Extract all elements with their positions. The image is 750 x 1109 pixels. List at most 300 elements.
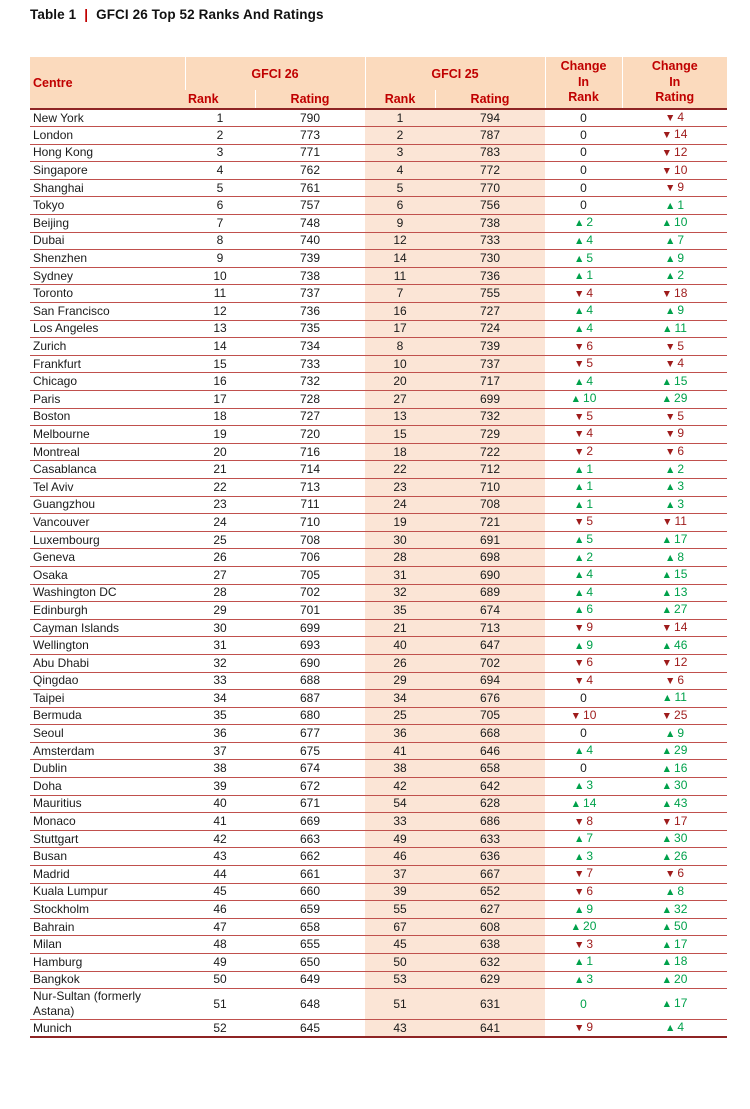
change-in-rank-cell — [545, 989, 622, 1020]
table-row — [30, 830, 727, 848]
down-arrow-icon: ▼ — [573, 622, 585, 635]
up-arrow-icon: ▲ — [573, 956, 585, 969]
centre-name-cell: Hong Kong — [30, 144, 185, 162]
change-in-rank-cell — [545, 936, 622, 954]
gfci26-rank-cell: 1 — [185, 109, 255, 127]
change-in-rank-line3: Rank — [568, 90, 599, 105]
table-header — [30, 57, 727, 109]
gfci26-rating-cell: 737 — [255, 285, 365, 303]
change-in-rank-cell — [545, 531, 622, 549]
gfci25-rating-cell: 674 — [435, 602, 545, 620]
change-in-rank-cell — [545, 971, 622, 989]
change-in-rating-cell — [622, 883, 727, 901]
down-arrow-icon: ▼ — [573, 446, 585, 459]
table-row — [30, 250, 727, 268]
change-in-rank-cell — [545, 584, 622, 602]
change-in-rating-value: 46 — [674, 637, 688, 652]
change-in-rating-cell — [622, 707, 727, 725]
centre-name-cell: Mauritius — [30, 795, 185, 813]
change-in-rating-value: 2 — [677, 268, 685, 283]
change-in-rank-cell — [545, 320, 622, 338]
gfci26-rank-cell: 51 — [185, 989, 255, 1020]
change-in-rating-cell — [622, 355, 727, 373]
gfci26-rating-cell: 661 — [255, 866, 365, 884]
column-header-change-in-rating — [622, 57, 727, 109]
gfci25-rank-cell: 53 — [365, 971, 435, 989]
down-arrow-icon: ▼ — [664, 428, 676, 441]
table-row — [30, 285, 727, 303]
change-in-rating-cell — [622, 514, 727, 532]
change-in-rank-value: 4 — [586, 584, 594, 599]
table-row — [30, 918, 727, 936]
change-in-rank-cell — [545, 901, 622, 919]
gfci26-rating-cell: 733 — [255, 355, 365, 373]
change-in-rating-value: 1 — [677, 197, 685, 212]
gfci25-rank-cell: 29 — [365, 672, 435, 690]
change-in-rank-cell — [545, 250, 622, 268]
up-arrow-icon: ▲ — [573, 252, 585, 265]
table-row — [30, 637, 727, 655]
change-in-rank-value: 4 — [586, 320, 594, 335]
change-in-rank-cell — [545, 654, 622, 672]
gfci26-rating-cell: 672 — [255, 778, 365, 796]
centre-name-cell: Sydney — [30, 267, 185, 285]
centre-name-cell: Monaco — [30, 813, 185, 831]
gfci26-rank-cell: 38 — [185, 760, 255, 778]
change-in-rank-value: 3 — [586, 778, 594, 793]
change-in-rating-cell — [622, 742, 727, 760]
gfci25-rank-cell: 11 — [365, 267, 435, 285]
gfci25-rating-cell: 730 — [435, 250, 545, 268]
change-in-rating-value: 20 — [674, 971, 688, 986]
change-in-rank-cell — [545, 303, 622, 321]
centre-name-cell: Abu Dhabi — [30, 654, 185, 672]
change-in-rank-cell — [545, 795, 622, 813]
gfci25-rating-cell: 713 — [435, 619, 545, 637]
gfci25-rank-cell: 3 — [365, 144, 435, 162]
change-in-rank-cell — [545, 478, 622, 496]
change-in-rating-value: 30 — [674, 831, 688, 846]
gfci25-rating-cell: 737 — [435, 355, 545, 373]
gfci25-rating-cell: 642 — [435, 778, 545, 796]
table-row — [30, 127, 727, 145]
gfci25-rank-cell: 31 — [365, 566, 435, 584]
change-in-rating-value: 11 — [674, 514, 687, 529]
change-in-rank-cell — [545, 232, 622, 250]
gfci25-rating-cell: 770 — [435, 179, 545, 197]
centre-name-cell: Melbourne — [30, 426, 185, 444]
centre-name-cell: Milan — [30, 936, 185, 954]
change-in-rating-cell — [622, 443, 727, 461]
change-in-rating-cell — [622, 654, 727, 672]
gfci26-rating-cell: 740 — [255, 232, 365, 250]
centre-name-cell: Amsterdam — [30, 742, 185, 760]
change-in-rating-cell — [622, 637, 727, 655]
change-in-rating-value: 9 — [677, 725, 685, 740]
table-row — [30, 320, 727, 338]
down-arrow-icon: ▼ — [664, 868, 676, 881]
gfci25-rating-cell: 631 — [435, 989, 545, 1020]
gfci25-rating-cell: 608 — [435, 918, 545, 936]
change-in-rating-value: 50 — [674, 919, 688, 934]
change-in-rank-cell — [545, 760, 622, 778]
up-arrow-icon: ▲ — [662, 322, 673, 335]
gfci26-rank-cell: 28 — [185, 584, 255, 602]
change-in-rank-value: 4 — [586, 303, 594, 318]
gfci26-rank-cell: 22 — [185, 478, 255, 496]
table-row — [30, 936, 727, 954]
up-arrow-icon: ▲ — [573, 569, 585, 582]
change-in-rank-value: 9 — [586, 620, 594, 635]
change-in-rank-cell — [545, 496, 622, 514]
change-in-rank-cell — [545, 602, 622, 620]
change-in-rank-cell — [545, 127, 622, 145]
change-in-rank-cell — [545, 725, 622, 743]
change-in-rating-value: 11 — [674, 690, 687, 705]
centre-name-cell: Dublin — [30, 760, 185, 778]
change-in-rank-cell — [545, 514, 622, 532]
change-in-rank-value: 6 — [586, 338, 594, 353]
centre-name-cell: Madrid — [30, 866, 185, 884]
column-group-gfci25: GFCI 25 — [365, 57, 545, 90]
down-arrow-icon: ▼ — [661, 164, 673, 177]
change-in-rank-value: 0 — [580, 145, 587, 160]
centre-name-cell: Tel Aviv — [30, 478, 185, 496]
up-arrow-icon: ▲ — [664, 270, 676, 283]
change-in-rating-cell — [622, 848, 727, 866]
change-in-rating-cell — [622, 496, 727, 514]
change-in-rating-cell — [622, 725, 727, 743]
gfci26-rating-cell: 675 — [255, 742, 365, 760]
centre-name-cell: Shanghai — [30, 179, 185, 197]
gfci26-rating-cell: 720 — [255, 426, 365, 444]
up-arrow-icon: ▲ — [573, 534, 585, 547]
change-in-rating-cell — [622, 250, 727, 268]
gfci25-rank-cell: 46 — [365, 848, 435, 866]
gfci25-rank-cell: 54 — [365, 795, 435, 813]
gfci26-rank-cell: 4 — [185, 162, 255, 180]
gfci25-rating-cell: 739 — [435, 338, 545, 356]
change-in-rank-value: 14 — [583, 795, 597, 810]
gfci26-rating-cell: 771 — [255, 144, 365, 162]
change-in-rank-cell — [545, 866, 622, 884]
change-in-rank-value: 0 — [580, 163, 587, 178]
gfci26-rating-cell: 739 — [255, 250, 365, 268]
up-arrow-icon: ▲ — [664, 463, 676, 476]
change-in-rating-value: 3 — [677, 479, 685, 494]
change-in-rank-cell — [545, 373, 622, 391]
change-in-rank-value: 2 — [586, 444, 594, 459]
gfci26-rating-cell: 736 — [255, 303, 365, 321]
up-arrow-icon: ▲ — [661, 534, 673, 547]
gfci26-rank-cell: 24 — [185, 514, 255, 532]
gfci25-rank-cell: 21 — [365, 619, 435, 637]
change-in-rank-value: 3 — [586, 936, 594, 951]
table-row — [30, 954, 727, 972]
change-in-rating-cell — [622, 549, 727, 567]
gfci25-rating-cell: 787 — [435, 127, 545, 145]
change-in-rating-value: 17 — [674, 813, 688, 828]
change-in-rating-value: 3 — [677, 496, 685, 511]
change-in-rank-cell — [545, 408, 622, 426]
table-row — [30, 566, 727, 584]
centre-name-cell: Washington DC — [30, 584, 185, 602]
table-row — [30, 725, 727, 743]
up-arrow-icon: ▲ — [573, 305, 585, 318]
table-row — [30, 690, 727, 708]
gfci26-rating-cell: 727 — [255, 408, 365, 426]
gfci26-rating-cell: 677 — [255, 725, 365, 743]
gfci25-rank-cell: 2 — [365, 127, 435, 145]
down-arrow-icon: ▼ — [573, 657, 585, 670]
gfci26-rating-cell: 650 — [255, 954, 365, 972]
change-in-rank-line2: In — [577, 74, 590, 89]
gfci26-rating-cell: 701 — [255, 602, 365, 620]
centre-name-cell: Bermuda — [30, 707, 185, 725]
change-in-rank-cell — [545, 954, 622, 972]
change-in-rank-value: 20 — [583, 919, 597, 934]
gfci25-rank-cell: 27 — [365, 391, 435, 409]
table-title-text: GFCI 26 Top 52 Ranks And Ratings — [96, 7, 324, 22]
up-arrow-icon: ▲ — [664, 498, 676, 511]
change-in-rating-value: 43 — [674, 795, 688, 810]
table-row — [30, 408, 727, 426]
table-row — [30, 866, 727, 884]
gfci25-rating-cell: 636 — [435, 848, 545, 866]
up-arrow-icon: ▲ — [573, 463, 585, 476]
gfci26-rating-cell: 669 — [255, 813, 365, 831]
up-arrow-icon: ▲ — [573, 586, 585, 599]
down-arrow-icon: ▼ — [661, 657, 673, 670]
gfci26-rating-cell: 655 — [255, 936, 365, 954]
change-in-rating-value: 6 — [677, 444, 685, 459]
gfci26-rating-cell: 702 — [255, 584, 365, 602]
up-arrow-icon: ▲ — [661, 375, 673, 388]
gfci26-rank-cell: 23 — [185, 496, 255, 514]
change-in-rank-cell — [545, 707, 622, 725]
centre-name-cell: Tokyo — [30, 197, 185, 215]
change-in-rank-value: 6 — [586, 883, 594, 898]
change-in-rating-cell — [622, 426, 727, 444]
down-arrow-icon: ▼ — [661, 709, 673, 722]
down-arrow-icon: ▼ — [661, 129, 673, 142]
table-row — [30, 303, 727, 321]
gfci25-rating-cell: 632 — [435, 954, 545, 972]
table-row — [30, 813, 727, 831]
gfci25-rating-cell: 698 — [435, 549, 545, 567]
up-arrow-icon: ▲ — [573, 322, 585, 335]
column-group-gfci26: GFCI 26 — [185, 57, 365, 90]
table-row — [30, 478, 727, 496]
gfci26-rating-cell: 790 — [255, 109, 365, 127]
change-in-rating-cell — [622, 760, 727, 778]
change-in-rating-cell — [622, 127, 727, 145]
gfci26-rank-cell: 6 — [185, 197, 255, 215]
up-arrow-icon: ▲ — [661, 956, 673, 969]
gfci26-rank-cell: 13 — [185, 320, 255, 338]
gfci25-rating-cell: 633 — [435, 830, 545, 848]
gfci26-rating-cell: 713 — [255, 478, 365, 496]
gfci25-rank-cell: 36 — [365, 725, 435, 743]
change-in-rank-cell — [545, 355, 622, 373]
gfci25-rating-cell: 647 — [435, 637, 545, 655]
down-arrow-icon: ▼ — [573, 428, 585, 441]
change-in-rating-value: 13 — [674, 584, 688, 599]
change-in-rank-cell — [545, 848, 622, 866]
change-in-rating-value: 12 — [674, 655, 688, 670]
centre-name-cell: New York — [30, 109, 185, 127]
change-in-rating-cell — [622, 162, 727, 180]
change-in-rating-value: 15 — [674, 567, 688, 582]
gfci26-rank-cell: 32 — [185, 654, 255, 672]
change-in-rating-cell — [622, 619, 727, 637]
table-row — [30, 584, 727, 602]
table-row — [30, 179, 727, 197]
change-in-rating-cell — [622, 179, 727, 197]
gfci25-rating-cell: 736 — [435, 267, 545, 285]
gfci26-rating-cell: 706 — [255, 549, 365, 567]
change-in-rating-value: 18 — [674, 954, 688, 969]
column-header-gfci26-rank: Rank — [185, 90, 255, 109]
gfci26-rating-cell: 738 — [255, 267, 365, 285]
change-in-rating-value: 26 — [674, 848, 688, 863]
down-arrow-icon: ▼ — [664, 112, 676, 125]
table-title-separator: | — [84, 7, 89, 22]
gfci26-rank-cell: 31 — [185, 637, 255, 655]
change-in-rating-line3: Rating — [655, 90, 695, 105]
gfci25-rank-cell: 5 — [365, 179, 435, 197]
table-row — [30, 883, 727, 901]
gfci25-rating-cell: 717 — [435, 373, 545, 391]
change-in-rating-value: 27 — [674, 602, 688, 617]
change-in-rating-value: 30 — [674, 778, 688, 793]
up-arrow-icon: ▲ — [662, 692, 673, 705]
change-in-rating-cell — [622, 778, 727, 796]
centre-name-cell: Busan — [30, 848, 185, 866]
change-in-rating-value: 17 — [674, 996, 688, 1011]
gfci26-rank-cell: 37 — [185, 742, 255, 760]
change-in-rank-value: 0 — [580, 198, 587, 213]
change-in-rank-value: 4 — [586, 232, 594, 247]
gfci26-rank-cell: 2 — [185, 127, 255, 145]
gfci25-rating-cell: 694 — [435, 672, 545, 690]
gfci25-rating-cell: 652 — [435, 883, 545, 901]
gfci26-rating-cell: 710 — [255, 514, 365, 532]
gfci26-rating-cell: 732 — [255, 373, 365, 391]
change-in-rank-value: 0 — [580, 110, 587, 125]
change-in-rating-line1: Change — [651, 59, 698, 74]
change-in-rank-value: 5 — [586, 250, 594, 265]
gfci26-rank-cell: 19 — [185, 426, 255, 444]
gfci25-rating-cell: 690 — [435, 566, 545, 584]
gfci25-rating-cell: 702 — [435, 654, 545, 672]
gfci25-rating-cell: 627 — [435, 901, 545, 919]
centre-name-cell: Vancouver — [30, 514, 185, 532]
table-row — [30, 989, 727, 1020]
centre-name-cell: London — [30, 127, 185, 145]
centre-name-cell: Edinburgh — [30, 602, 185, 620]
centre-name-cell: Bahrain — [30, 918, 185, 936]
gfci26-rank-cell: 49 — [185, 954, 255, 972]
down-arrow-icon: ▼ — [573, 938, 585, 951]
change-in-rank-value: 1 — [586, 479, 594, 494]
gfci25-rank-cell: 12 — [365, 232, 435, 250]
gfci26-rating-cell: 705 — [255, 566, 365, 584]
gfci25-rank-cell: 4 — [365, 162, 435, 180]
gfci25-rank-cell: 42 — [365, 778, 435, 796]
gfci26-rating-cell: 748 — [255, 215, 365, 233]
centre-name-cell: Wellington — [30, 637, 185, 655]
gfci26-rating-cell: 674 — [255, 760, 365, 778]
down-arrow-icon: ▼ — [664, 182, 676, 195]
up-arrow-icon: ▲ — [661, 639, 673, 652]
gfci26-rank-cell: 50 — [185, 971, 255, 989]
centre-name-cell: Hamburg — [30, 954, 185, 972]
change-in-rating-value: 5 — [677, 338, 685, 353]
table-row — [30, 109, 727, 127]
change-in-rank-value: 2 — [586, 215, 594, 230]
down-arrow-icon: ▼ — [573, 1022, 585, 1035]
gfci25-rank-cell: 40 — [365, 637, 435, 655]
change-in-rank-cell — [545, 426, 622, 444]
up-arrow-icon: ▲ — [664, 885, 676, 898]
up-arrow-icon: ▲ — [661, 745, 673, 758]
change-in-rank-value: 4 — [586, 373, 594, 388]
gfci26-rank-cell: 26 — [185, 549, 255, 567]
change-in-rating-cell — [622, 109, 727, 127]
centre-name-cell: Dubai — [30, 232, 185, 250]
table-row — [30, 707, 727, 725]
down-arrow-icon: ▼ — [573, 358, 585, 371]
gfci26-rank-cell: 43 — [185, 848, 255, 866]
gfci25-rating-cell: 729 — [435, 426, 545, 444]
up-arrow-icon: ▲ — [573, 850, 585, 863]
change-in-rank-cell — [545, 549, 622, 567]
table-row — [30, 795, 727, 813]
change-in-rating-value: 4 — [677, 1020, 685, 1035]
gfci25-rank-cell: 20 — [365, 373, 435, 391]
change-in-rank-value: 0 — [580, 127, 587, 142]
gfci26-rating-cell: 660 — [255, 883, 365, 901]
table-row — [30, 197, 727, 215]
change-in-rank-value: 3 — [586, 848, 594, 863]
gfci25-rating-cell: 732 — [435, 408, 545, 426]
gfci26-rating-cell: 699 — [255, 619, 365, 637]
change-in-rating-cell — [622, 197, 727, 215]
up-arrow-icon: ▲ — [573, 217, 585, 230]
gfci26-rank-cell: 27 — [185, 566, 255, 584]
up-arrow-icon: ▲ — [573, 745, 585, 758]
change-in-rank-cell — [545, 391, 622, 409]
gfci25-rank-cell: 9 — [365, 215, 435, 233]
centre-name-cell: Luxembourg — [30, 531, 185, 549]
gfci26-rank-cell: 34 — [185, 690, 255, 708]
centre-name-cell: Nur-Sultan (formerly Astana) — [30, 989, 185, 1020]
change-in-rating-cell — [622, 285, 727, 303]
table-row — [30, 778, 727, 796]
gfci26-rank-cell: 35 — [185, 707, 255, 725]
change-in-rank-cell — [545, 215, 622, 233]
up-arrow-icon: ▲ — [570, 797, 582, 810]
change-in-rank-cell — [545, 443, 622, 461]
change-in-rating-cell — [622, 566, 727, 584]
up-arrow-icon: ▲ — [661, 780, 673, 793]
table-title-prefix: Table 1 — [30, 7, 77, 22]
up-arrow-icon: ▲ — [573, 375, 585, 388]
change-in-rank-cell — [545, 672, 622, 690]
down-arrow-icon: ▼ — [664, 674, 676, 687]
gfci26-rank-cell: 5 — [185, 179, 255, 197]
